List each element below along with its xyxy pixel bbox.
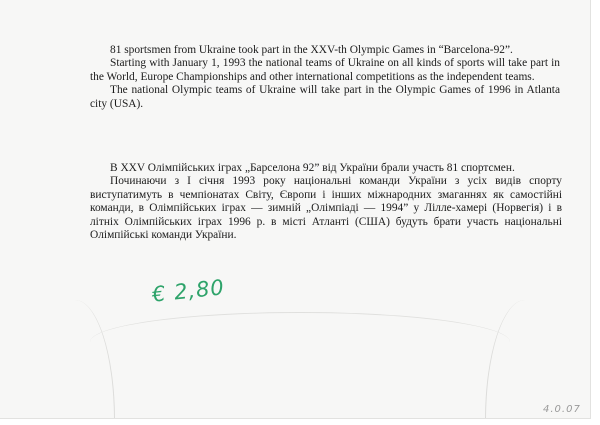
envelope-flap-bottom <box>90 312 510 419</box>
price-annotation: € 2,80 <box>150 275 226 307</box>
english-paragraph: 81 sportsmen from Ukraine took part in the XXV-th Olympic Games in “Barcelona-92”. <box>110 44 513 56</box>
pencil-annotation: 4.0.07 <box>543 404 581 415</box>
english-paragraph: Starting with January 1, 1993 the national teams of Ukraine on all kinds of sports will take part in the World, Europe Championships and other international competitions as the independent teams. <box>90 57 560 83</box>
english-paragraph: The national Olympic teams of Ukraine will take part in the Olympic Games of 1996 in Atlanta city (USA). <box>90 84 560 110</box>
ukrainian-paragraph: Починаючи з I січня 1993 року національні команди України з усіх видів спорту виступатимуть в чемпіонатах Світу, Європи і інших міжнародних змаганнях як самостійні команди, в Олімпійських іграх — зимній „Олімпіаді — 1994” у Лілле-хамері (Норвегія) і в літніх Олімпійських іграх 1996 р. в місті Атланті (США) будуть брати участь національні Олімпійські команди України. <box>90 175 562 242</box>
english-text-block <box>90 44 560 111</box>
ukrainian-text-block <box>90 162 562 242</box>
ukrainian-paragraph: В XXV Олімпійських іграх „Барселона 92” від України брали участь 81 спортсмен. <box>110 162 515 174</box>
